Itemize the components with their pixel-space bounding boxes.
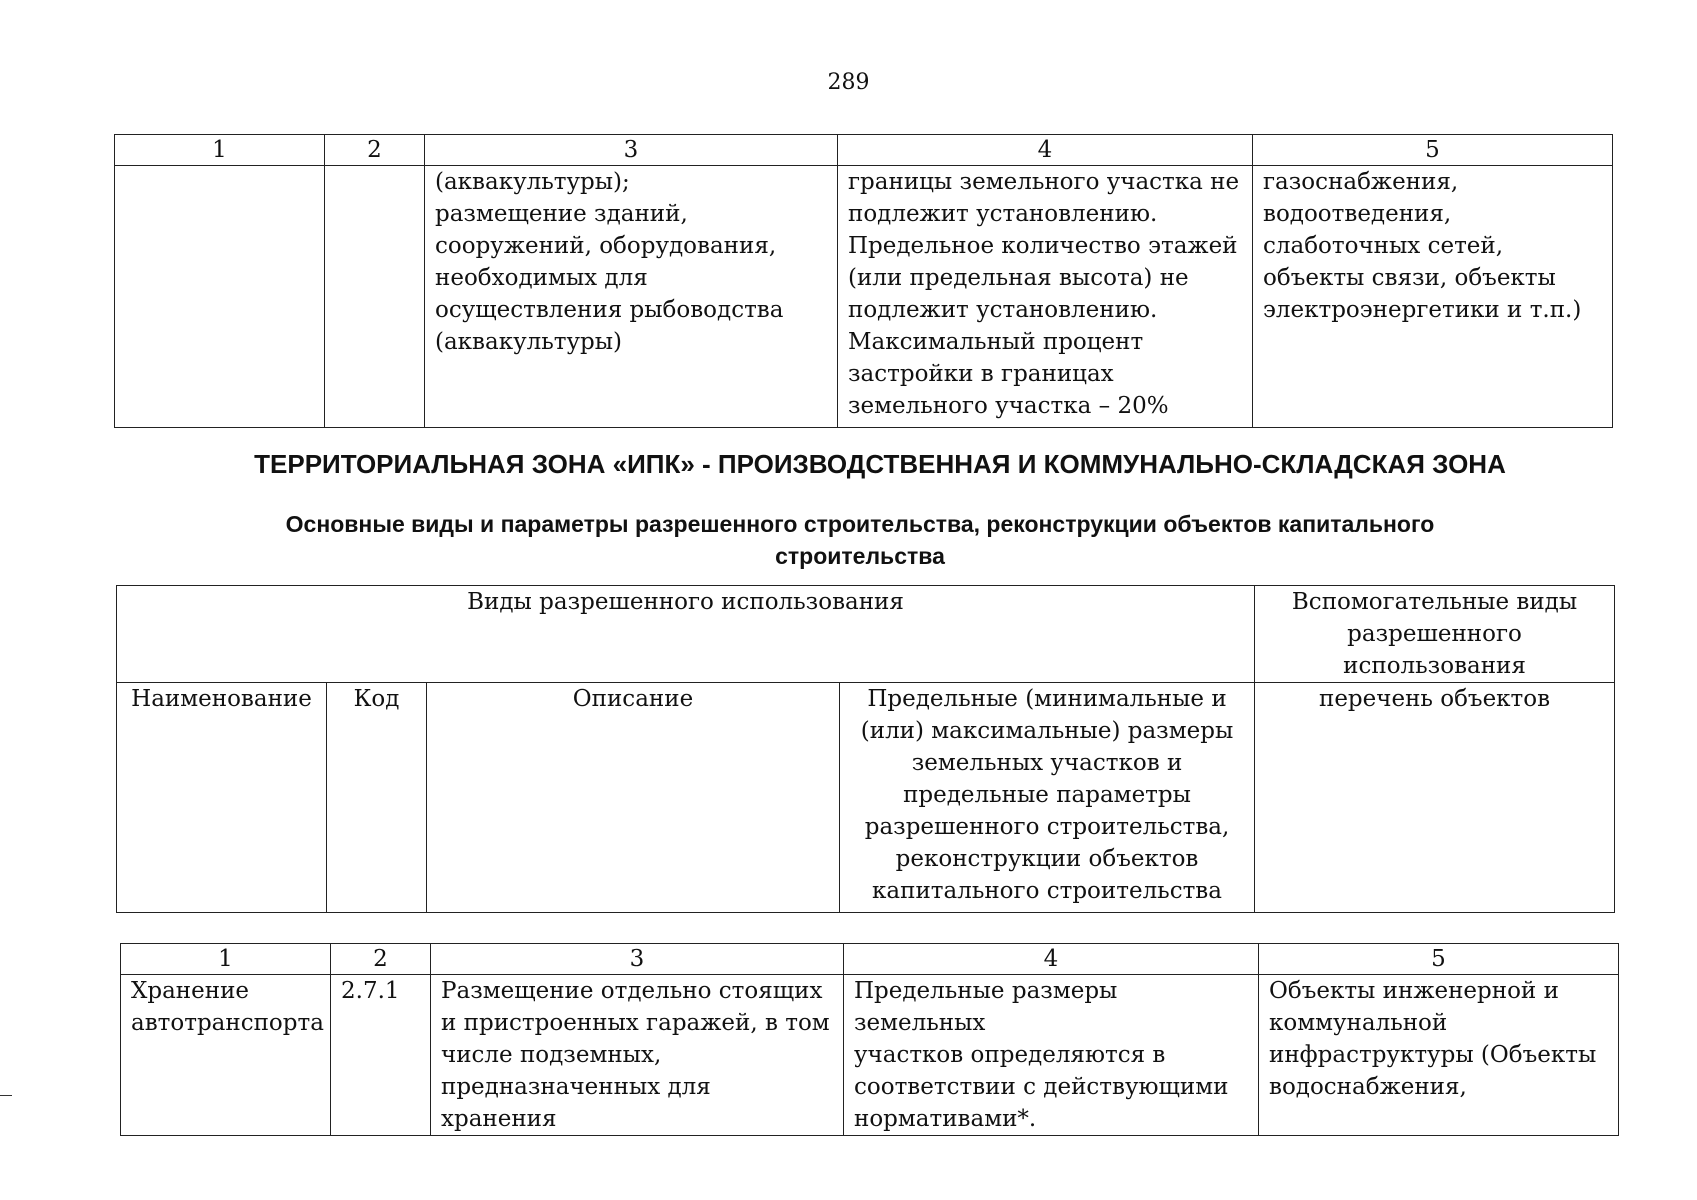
column-number: 1 bbox=[115, 135, 325, 166]
parameters-cell: Предельные размеры земельных участков определяются в соответствии с действующими нормативами*. bbox=[844, 975, 1259, 1136]
description-cell: (аквакультуры); размещение зданий, сооружений, оборудования, необходимых для осуществления рыбоводства (аквакультуры) bbox=[425, 166, 838, 428]
code-header: Код bbox=[327, 683, 427, 913]
column-number: 3 bbox=[431, 944, 844, 975]
header-table bbox=[116, 585, 1615, 913]
description-cell: Размещение отдельно стоящих и пристроенных гаражей, в том числе подземных, предназначенных для хранения bbox=[431, 975, 844, 1136]
column-number: 4 bbox=[844, 944, 1259, 975]
name-header: Наименование bbox=[117, 683, 327, 913]
zone-title: ТЕРРИТОРИАЛЬНАЯ ЗОНА «ИПК» - ПРОИЗВОДСТВЕННАЯ И КОММУНАЛЬНО-СКЛАДСКАЯ ЗОНА bbox=[254, 449, 1506, 479]
column-number: 3 bbox=[425, 135, 838, 166]
table-row bbox=[115, 166, 1613, 428]
column-number: 1 bbox=[121, 944, 331, 975]
name-cell: Хранение автотранспорта bbox=[121, 975, 331, 1136]
parameters-cell: границы земельного участка не подлежит установлению. Предельное количество этажей (или предельная высота) не подлежит установлению. Максимальный процент застройки в границах земельного участка – 20% bbox=[838, 166, 1253, 428]
continuation-table bbox=[114, 134, 1613, 428]
auxiliary-cell: газоснабжения, водоотведения, слаботочных сетей, объекты связи, объекты электроэнергетики и т.п.) bbox=[1253, 166, 1613, 428]
auxiliary-cell: Объекты инженерной и коммунальной инфраструктуры (Объекты водоснабжения, bbox=[1259, 975, 1619, 1136]
zone-table bbox=[120, 943, 1619, 1136]
column-number-row bbox=[115, 135, 1613, 166]
column-header-row bbox=[117, 683, 1615, 913]
group-header-row bbox=[117, 586, 1615, 683]
column-number: 2 bbox=[331, 944, 431, 975]
column-number: 5 bbox=[1253, 135, 1613, 166]
description-header: Описание bbox=[427, 683, 840, 913]
name-cell bbox=[115, 166, 325, 428]
page-number: 289 bbox=[827, 70, 870, 95]
table-row bbox=[121, 975, 1619, 1136]
column-number-row bbox=[121, 944, 1619, 975]
section-subtitle: Основные виды и параметры разрешенного строительства, реконструкции объектов капитального строительства bbox=[285, 511, 1435, 569]
auxiliary-header: перечень объектов bbox=[1255, 683, 1615, 913]
group-header: Виды разрешенного использования bbox=[117, 586, 1255, 683]
aux-header: Вспомогательные виды разрешенного использования bbox=[1255, 586, 1615, 683]
parameters-header: Предельные (минимальные и (или) максимальные) размеры земельных участков и предельные параметры разрешенного строительства, реконструкции объектов капитального строительства bbox=[840, 683, 1255, 913]
column-number: 2 bbox=[325, 135, 425, 166]
column-number: 4 bbox=[838, 135, 1253, 166]
column-number: 5 bbox=[1259, 944, 1619, 975]
margin-mark bbox=[0, 1095, 12, 1096]
code-cell: 2.7.1 bbox=[331, 975, 431, 1136]
code-cell bbox=[325, 166, 425, 428]
